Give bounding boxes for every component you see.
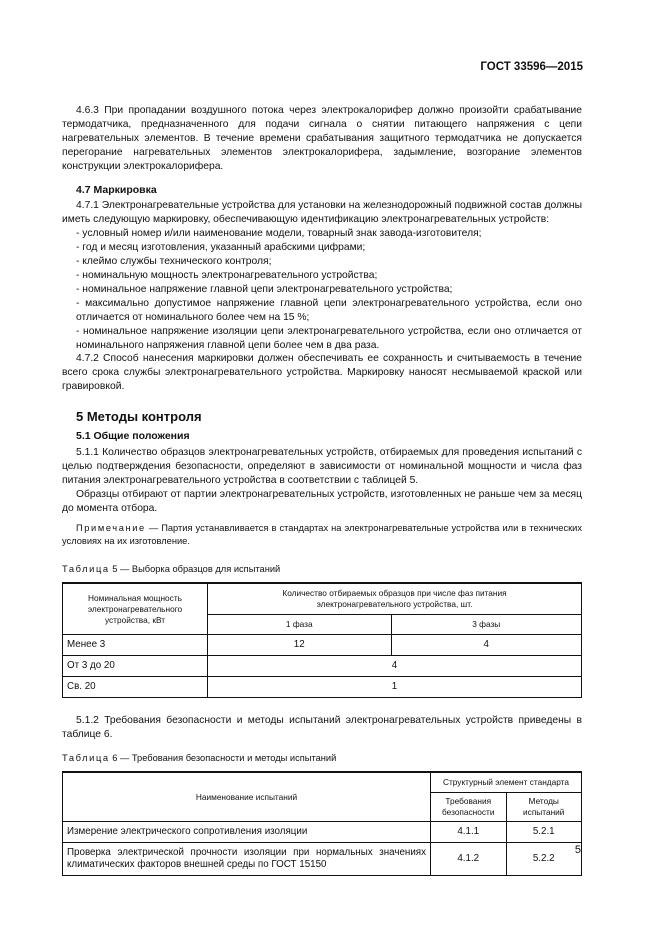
list-item: - номинальное напряжение изоляции цепи электронагревательного устройства, если оно отличается от номинального напряжения главной цепи более чем в два раза. (76, 325, 582, 351)
table6-test-name: Проверка электрической прочности изоляции при нормальных значениях климатических факторов внешней среды по ГОСТ 15150 (63, 843, 431, 876)
table6-col-group: Структурный элемент стандарта (431, 772, 582, 793)
table6-caption-label: Таблица (62, 753, 110, 764)
table-row (63, 822, 582, 843)
table5-value: 4 (208, 656, 582, 677)
table5-col-group: Количество отбираемых образцов при числе фаз питания электронагревательного устройства, шт. (208, 583, 582, 615)
table5-value: 1 (208, 677, 582, 698)
list-item: - клеймо службы технического контроля; (76, 256, 272, 268)
table5-caption (62, 563, 582, 577)
paragraph-4-6-3: 4.6.3 При пропадании воздушного потока через электрокалорифер должно произойти срабатывание термодатчика, предназначенного для подачи сигнала о снятии питающего напряжения с цепи нагревательных элементов. В течение времени срабатывания защитного термодатчика не допускается перегорание нагревательных элементов электрокалорифера, задымление, возгорание элементов конструкции электрокалорифера. (62, 105, 582, 172)
table6-caption (62, 752, 582, 766)
paragraph-4-7-1: 4.7.1 Электронагревательные устройства для установки на железнодорожный подвижной состав должны иметь следующую маркировку, обеспечивающую идентификацию электронагревательных устройств: (62, 200, 582, 226)
table6-requirement: 4.1.2 (431, 843, 507, 876)
table-row (63, 843, 582, 876)
list-item: - условный номер и/или наименование модели, товарный знак завода-изготовителя; (76, 228, 482, 240)
table5-power: От 3 до 20 (63, 656, 208, 677)
table6-method: 5.2.2 (506, 843, 582, 876)
paragraph-5-1-2: 5.1.2 Требования безопасности и методы испытаний электронагревательных устройств приведены в таблице 6. (62, 715, 582, 741)
table5-value-phase1: 12 (208, 635, 392, 656)
table5-col-power: Номинальная мощность электронагревательного устройства, кВт (63, 583, 208, 635)
table5-power: Св. 20 (63, 677, 208, 698)
table6-col-methods: Методы испытаний (506, 793, 582, 822)
standard-header: ГОСТ 33596—2015 (480, 61, 583, 73)
list-item: - номинальную мощность электронагревательного устройства; (76, 269, 378, 281)
table-6 (62, 771, 582, 876)
heading-4-7: 4.7 Маркировка (76, 183, 157, 196)
table5-col-phase1: 1 фаза (208, 615, 392, 635)
note (62, 522, 582, 547)
table-row (63, 656, 582, 677)
table6-test-name: Измерение электрического сопротивления изоляции (63, 822, 431, 843)
table5-caption-text: 5 — Выборка образцов для испытаний (109, 564, 281, 575)
page-number: 5 (574, 844, 581, 856)
table-row (63, 677, 582, 698)
table6-col-requirements: Требования безопасности (431, 793, 507, 822)
table5-power: Менее 3 (63, 635, 208, 656)
list-item: - номинальное напряжение главной цепи электронагревательного устройства; (76, 283, 453, 295)
table6-caption-text: 6 — Требования безопасности и методы испытаний (109, 753, 337, 764)
table5-col-phase3: 3 фазы (391, 615, 582, 635)
paragraph-4-7-2: 4.7.2 Способ нанесения маркировки должен обеспечивать ее сохранность и считываемость в течение всего срока службы электронагревательного устройства. Маркировку наносят несмываемой краской или гравировкой. (62, 353, 582, 393)
table-5 (62, 582, 582, 698)
table-row (63, 635, 582, 656)
table6-method: 5.2.1 (506, 822, 582, 843)
table5-value-phase3: 4 (391, 635, 582, 656)
note-text: — Партия устанавливается в стандартах на электронагревательные устройства или в технических условиях на их изготовление. (62, 523, 582, 546)
list-item: - год и месяц изготовления, указанный арабскими цифрами; (76, 242, 366, 254)
note-label: Примечание (76, 523, 146, 534)
table5-caption-label: Таблица (62, 564, 110, 575)
heading-5-1: 5.1 Общие положения (76, 430, 190, 443)
paragraph-5-1-1-b: Образцы отбирают от партии электронагревательных устройств, изготовленных не раньше чем за месяц до момента отбора. (62, 488, 582, 514)
table6-requirement: 4.1.1 (431, 822, 507, 843)
page-content (62, 104, 582, 876)
table6-col-name: Наименование испытаний (63, 772, 431, 822)
list-item: - максимально допустимое напряжение главной цепи электронагревательного устройства, если оно отличается от номинального более чем на 15 %; (76, 297, 582, 323)
paragraph-5-1-1: 5.1.1 Количество образцов электронагревательных устройств, отбираемых для проведения испытаний с целью подтверждения безопасности, определяют в зависимости от номинальной мощности и числа фаз питания электронагревательного устройства в соответствии с таблицей 5. (62, 446, 582, 486)
heading-5: 5 Методы контроля (76, 409, 202, 425)
